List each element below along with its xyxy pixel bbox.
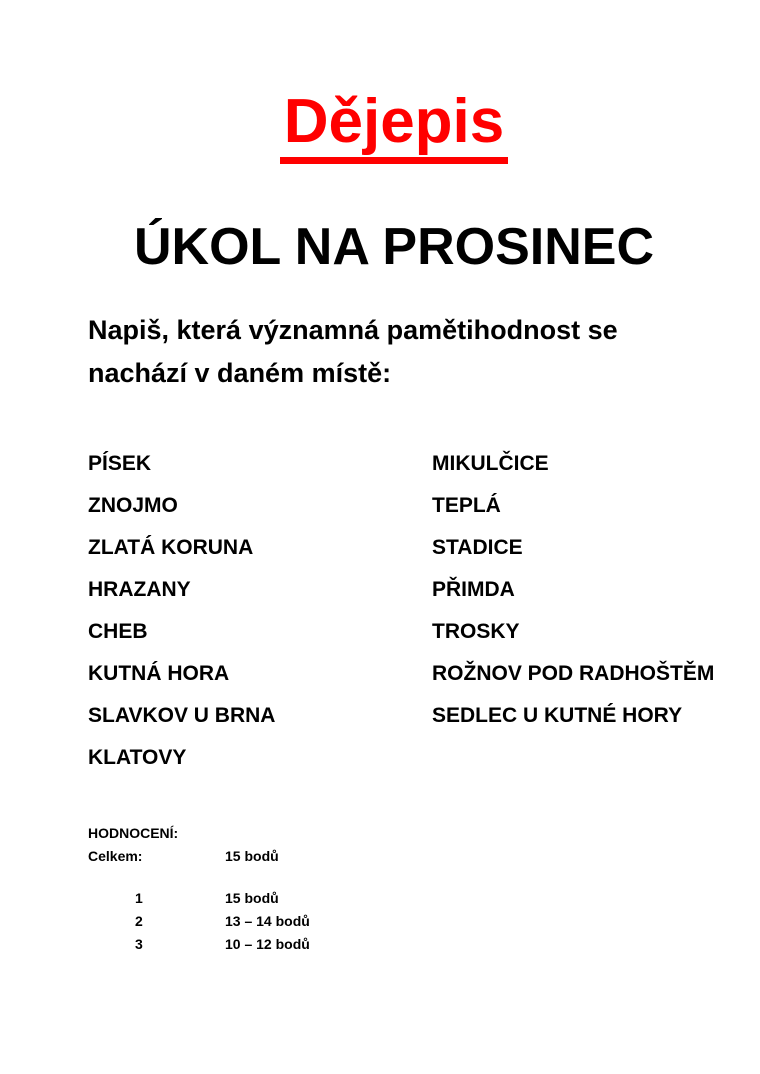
place-item: CHEB [88,620,148,643]
instruction-line-1: Napiš, která významná pamětihodnost se [88,315,618,345]
grading-heading: HODNOCENÍ: [88,825,179,841]
place-item: KLATOVY [88,746,187,769]
grade-number: 3 [135,936,143,952]
page-title [88,0,700,157]
place-item: MIKULČICE [432,452,549,475]
place-item: PÍSEK [88,452,152,475]
grade-scale-row [88,887,700,910]
grade-number: 2 [135,913,143,929]
grading-total-label: Celkem: [88,848,143,864]
grade-scale-row [88,910,700,933]
grading-total-value: 15 bodů [225,848,279,864]
grading-spacer [88,868,700,887]
grade-points: 10 – 12 bodů [225,936,310,952]
place-item: STADICE [432,536,523,559]
instruction-text [88,309,700,395]
place-item: ZLATÁ KORUNA [88,536,254,559]
instruction-line-2: nachází v daném místě: [88,358,392,388]
grade-points: 15 bodů [225,890,279,906]
grade-number: 1 [135,890,143,906]
place-item: TEPLÁ [432,494,501,517]
grade-scale-row [88,933,700,956]
places-list [88,446,715,782]
place-item: ZNOJMO [88,494,178,517]
section-heading: ÚKOL NA PROSINEC [133,218,655,276]
place-item: HRAZANY [88,578,191,601]
place-item: SLAVKOV U BRNA [88,704,276,727]
grade-points: 13 – 14 bodů [225,913,310,929]
page-title-text: Dějepis [280,87,509,164]
place-item: TROSKY [432,620,520,643]
grading-total-row [88,845,700,868]
grading-section [88,822,700,956]
place-item: KUTNÁ HORA [88,662,230,685]
place-item: PŘIMDA [432,578,515,601]
place-item: ROŽNOV POD RADHOŠTĚM [432,662,715,685]
place-item: SEDLEC U KUTNÉ HORY [432,704,683,727]
